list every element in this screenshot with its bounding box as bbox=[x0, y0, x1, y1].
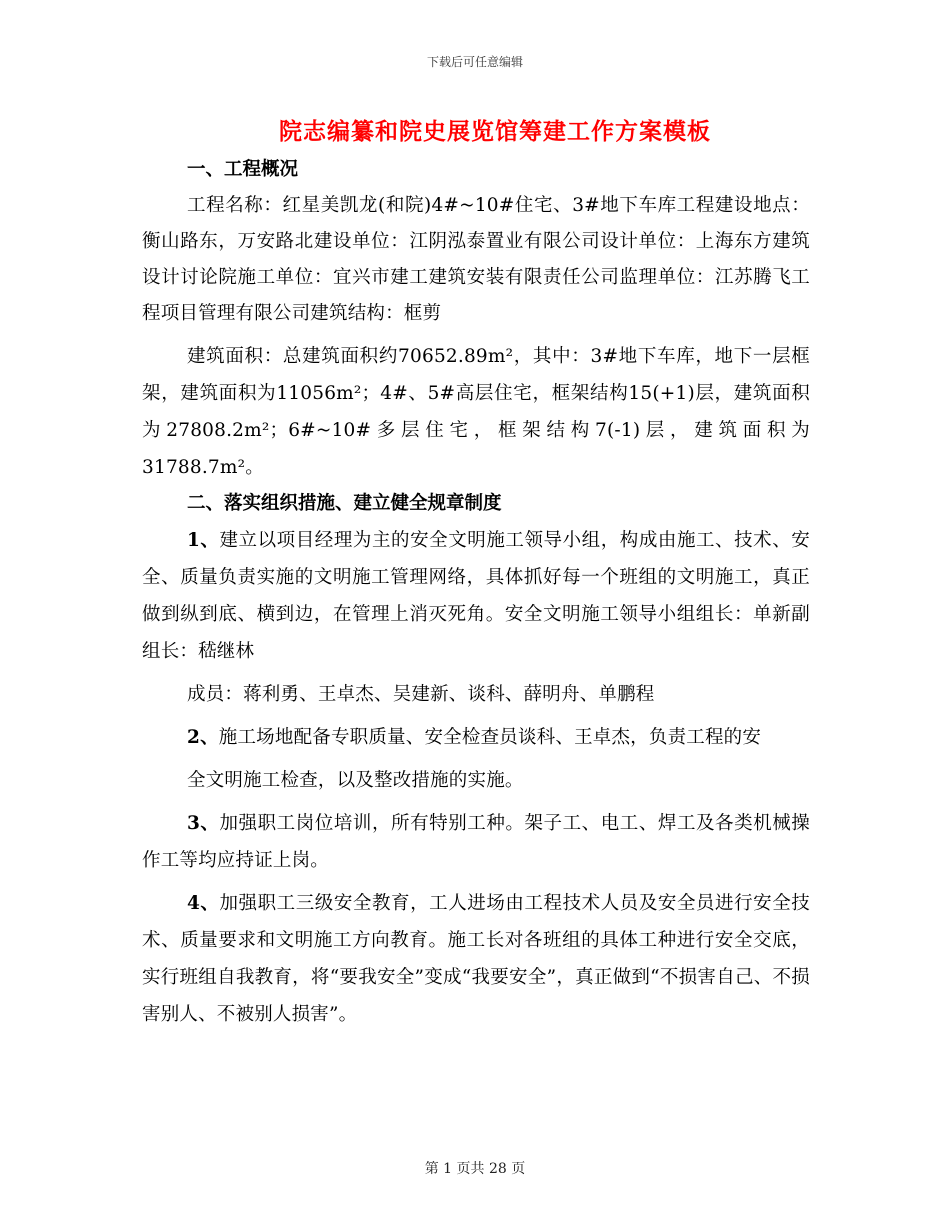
item-number: 1、 bbox=[187, 530, 220, 551]
item-number: 4、 bbox=[187, 893, 220, 914]
document-body bbox=[142, 152, 810, 1033]
item-text: 建立以项目经理为主的安全文明施工领导小组，构成由施工、技术、安全、质量负责实施的文明施工管理网络，具体抓好每一个班组的文明施工，真正做到纵到底、横到边，在管理上消灭死角。安全文明施工领导小组组长：单新副组长：嵇继林 bbox=[142, 530, 810, 662]
section-heading-overview: 一、工程概况 bbox=[187, 159, 299, 180]
list-item bbox=[142, 676, 810, 713]
item-number: 2、 bbox=[187, 727, 219, 748]
building-area-paragraph: 建筑面积：总建筑面积约70652.89m²，其中：3#地下车库，地下一层框架，建筑面积为11056m²；4#、5#高层住宅，框架结构15(+1)层，建筑面积为27808.2m²；6#~10#多层住宅，框架结构7(-1)层，建筑面积为31788.7m²。 bbox=[142, 346, 810, 478]
section-heading-organization: 二、落实组织措施、建立健全规章制度 bbox=[187, 493, 502, 514]
item-text: 加强职工三级安全教育，工人进场由工程技术人员及安全员进行安全技术、质量要求和文明施工方向教育。施工长对各班组的具体工种进行安全交底，实行班组自我教育，将“要我安全”变成“我要安全”，真正做到“不损害自己、不损害别人、不被别人损害”。 bbox=[142, 893, 810, 1025]
list-item bbox=[142, 805, 810, 879]
item-text: 全文明施工检查，以及整改措施的实施。 bbox=[187, 770, 524, 791]
page-footer: 第 1 页共 28 页 bbox=[424, 1161, 526, 1177]
item-text: 加强职工岗位培训，所有特别工种。架子工、电工、焊工及各类机械操作工等均应持证上岗。 bbox=[142, 813, 810, 871]
document-title: 院志编纂和院史展览馆筹建工作方案模板 bbox=[279, 118, 711, 145]
project-info-paragraph: 工程名称：红星美凯龙(和院)4#~10#住宅、3#地下车库工程建设地点：衡山路东，万安路北建设单位：江阴泓泰置业有限公司设计单位：上海东方建筑设计讨论院施工单位：宜兴市建工建筑安装有限责任公司监理单位：江苏腾飞工程项目管理有限公司建筑结构：框剪 bbox=[142, 195, 810, 324]
download-note: 下载后可任意编辑 bbox=[426, 55, 523, 69]
item-number: 3、 bbox=[187, 813, 220, 834]
list-item bbox=[142, 719, 810, 756]
list-item bbox=[142, 885, 810, 1033]
list-item bbox=[142, 522, 810, 670]
list-item bbox=[142, 762, 810, 799]
item-text: 成员：蒋利勇、王卓杰、吴建新、谈科、薛明舟、单鹏程 bbox=[187, 684, 655, 705]
item-text: 施工场地配备专职质量、安全检查员谈科、王卓杰，负责工程的安 bbox=[218, 727, 762, 748]
